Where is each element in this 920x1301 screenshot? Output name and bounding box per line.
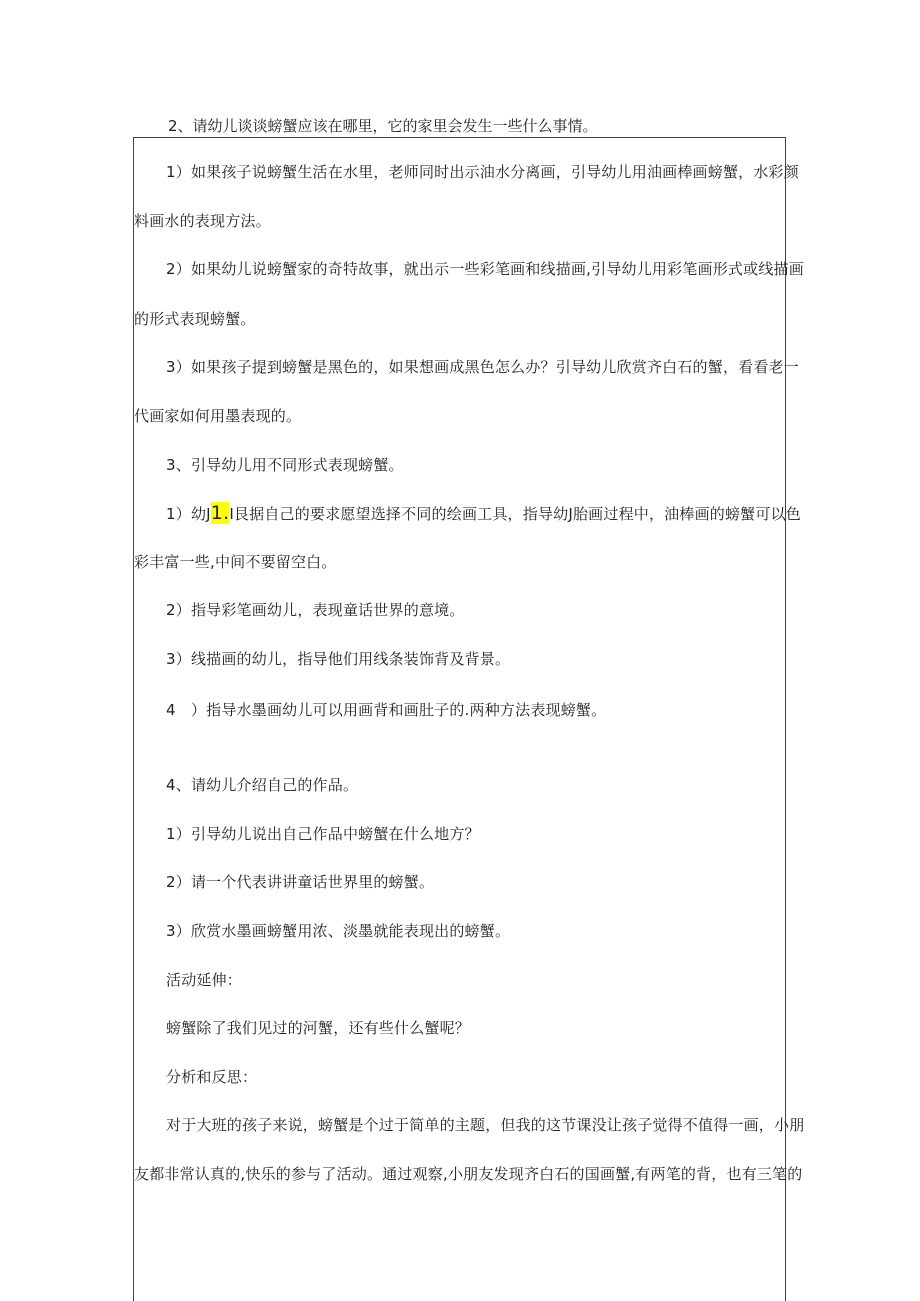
text-line: 4 ）指导水墨画幼儿可以用画背和画肚子的.两种方法表现螃蟹。 (166, 701, 607, 719)
text-line: 代画家如何用墨表现的。 (134, 407, 302, 425)
subheading-extension: 活动延伸： (166, 971, 243, 989)
text-before-highlight: 1）幼J (166, 505, 211, 523)
text-line: 彩丰富一些,中间不要留空白。 (134, 553, 337, 571)
text-line: 2）如果幼儿说螃蟹家的奇特故事，就出示一些彩笔画和线描画,引导幼儿用彩笔画形式或线描画 (166, 260, 804, 278)
section-heading-2: 2、请幼儿谈谈螃蟹应该在哪里，它的家里会发生一些什么事情。 (168, 117, 598, 135)
text-line: 3）如果孩子提到螃蟹是黑色的，如果想画成黑色怎么办？引导幼儿欣赏齐白石的蟹，看看老一 (166, 358, 799, 376)
section-heading-3: 3、引导幼儿用不同形式表现螃蟹。 (166, 456, 404, 474)
text-line: 对于大班的孩子来说，螃蟹是个过于简单的主题，但我的这节课没让孩子觉得不值得一画，小朋 (166, 1116, 805, 1134)
text-line: 2）指导彩笔画幼儿，表现童话世界的意境。 (166, 601, 465, 619)
text-line: 1）如果孩子说螃蟹生活在水里，老师同时出示油水分离画，引导幼儿用油画棒画螃蟹，水彩颜 (166, 163, 799, 181)
highlight-mark: 1. (210, 502, 230, 524)
text-line: 友都非常认真的,快乐的参与了活动。通过观察,小朋友发现齐白石的国画蟹,有两笔的背，也有三笔的 (134, 1165, 803, 1183)
text-line: 3）线描画的幼儿，指导他们用线条装饰背及背景。 (166, 650, 511, 668)
text-line: 螃蟹除了我们见过的河蟹，还有些什么蟹呢？ (166, 1019, 471, 1037)
text-line: 的形式表现螃蟹。 (134, 310, 256, 328)
table-frame (133, 137, 805, 1301)
section-heading-4: 4、请幼儿介绍自己的作品。 (166, 776, 359, 794)
text-line: 2）请一个代表讲讲童话世界里的螃蟹。 (166, 873, 435, 891)
subheading-reflection: 分析和反思： (166, 1068, 258, 1086)
text-after-highlight: I艮据自己的要求愿望选择不同的绘画工具，指导幼J胎画过程中，油棒画的螃蟹可以色 (229, 505, 801, 523)
text-line: 3）欣赏水墨画螃蟹用浓、淡墨就能表现出的螃蟹。 (166, 922, 511, 940)
text-line: 1）引导幼儿说出自己作品中螃蟹在什么地方？ (166, 825, 480, 843)
text-line-highlighted (166, 503, 801, 524)
text-line: 料画水的表现方法。 (134, 212, 271, 230)
